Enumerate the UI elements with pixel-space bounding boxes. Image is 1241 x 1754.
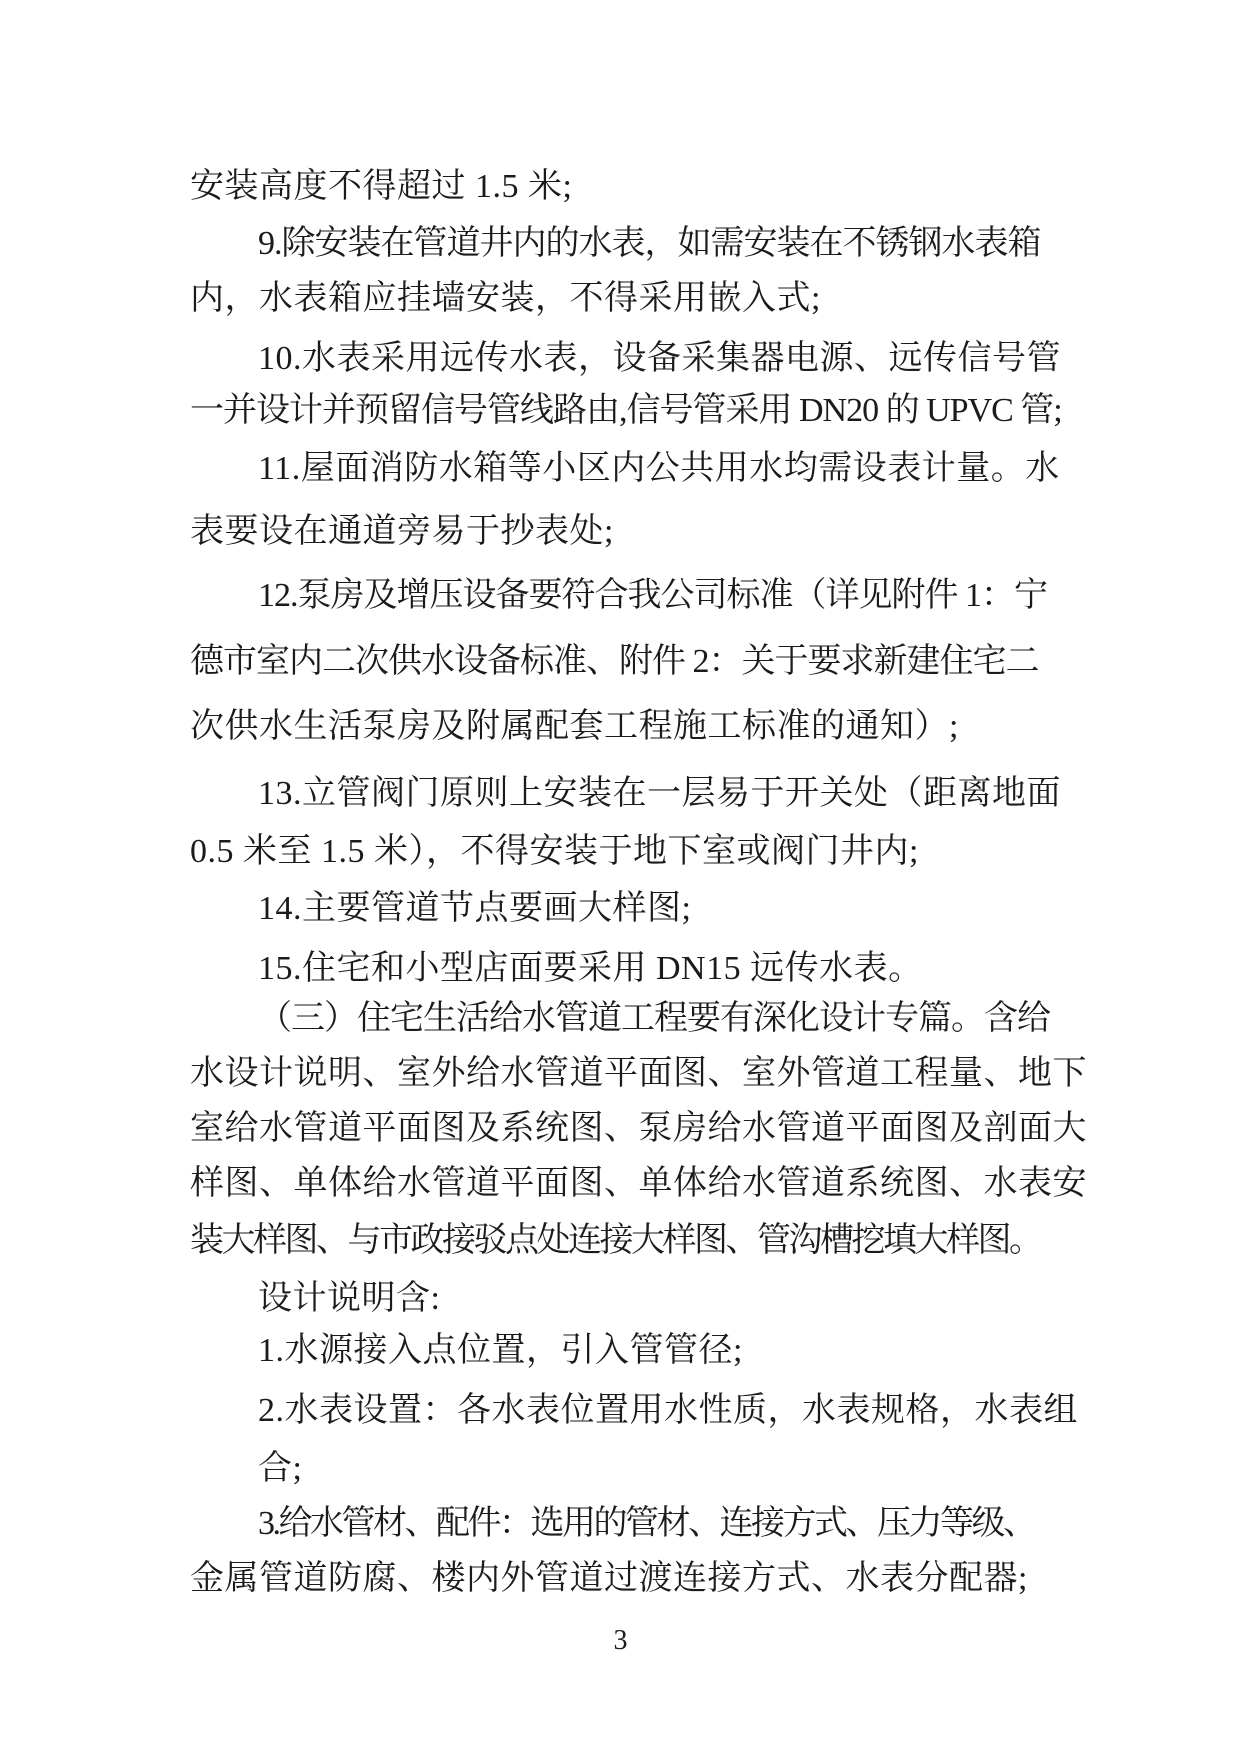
- text-line: （三）住宅生活给水管道工程要有深化设计专篇。含给: [258, 1000, 1050, 1037]
- text-line: 13.立管阀门原则上安装在一层易于开关处（距离地面: [258, 775, 1061, 812]
- text-line: 内，水表箱应挂墙安装，不得采用嵌入式;: [190, 280, 821, 317]
- text-line: 金属管道防腐、楼内外管道过渡连接方式、水表分配器;: [190, 1560, 1028, 1597]
- text-line: 9.除安装在管道井内的水表，如需安装在不锈钢水表箱: [258, 225, 1041, 262]
- text-line: 设计说明含:: [258, 1280, 441, 1317]
- text-line: 10.水表采用远传水表，设备采集器电源、远传信号管: [258, 340, 1061, 377]
- page-number: 3: [613, 1625, 628, 1656]
- text-line: 3.给水管材、配件：选用的管材、连接方式、压力等级、: [258, 1505, 1035, 1542]
- text-line: 德市室内二次供水设备标准、附件 2：关于要求新建住宅二: [190, 643, 1039, 680]
- text-line: 1.水源接入点位置，引入管管径;: [258, 1332, 743, 1369]
- text-line: 水设计说明、室外给水管道平面图、室外管道工程量、地下: [190, 1055, 1087, 1092]
- text-line: 0.5 米至 1.5 米），不得安装于地下室或阀门井内;: [190, 833, 919, 870]
- text-line: 装大样图、与市政接驳点处连接大样图、管沟槽挖填大样图。: [190, 1222, 1041, 1259]
- text-line: 一并设计并预留信号管线路由,信号管采用 DN20 的 UPVC 管;: [190, 392, 1062, 429]
- page-footer: [0, 1626, 1241, 1657]
- text-line: 11.屋面消防水箱等小区内公共用水均需设表计量。水: [258, 450, 1060, 487]
- text-line: 次供水生活泵房及附属配套工程施工标准的通知）;: [190, 708, 959, 745]
- text-line: 15.住宅和小型店面要采用 DN15 远传水表。: [258, 950, 923, 987]
- text-line: 表要设在通道旁易于抄表处;: [190, 513, 614, 550]
- text-line: 样图、单体给水管道平面图、单体给水管道系统图、水表安: [190, 1165, 1087, 1202]
- text-line: 合;: [258, 1450, 303, 1487]
- text-line: 12.泵房及增压设备要符合我公司标准（详见附件 1：宁: [258, 577, 1047, 614]
- text-line: 安装高度不得超过 1.5 米;: [190, 168, 573, 205]
- text-line: 14.主要管道节点要画大样图;: [258, 890, 692, 927]
- text-line: 室给水管道平面图及系统图、泵房给水管道平面图及剖面大: [190, 1110, 1087, 1147]
- text-line: 2.水表设置：各水表位置用水性质，水表规格，水表组: [258, 1392, 1078, 1429]
